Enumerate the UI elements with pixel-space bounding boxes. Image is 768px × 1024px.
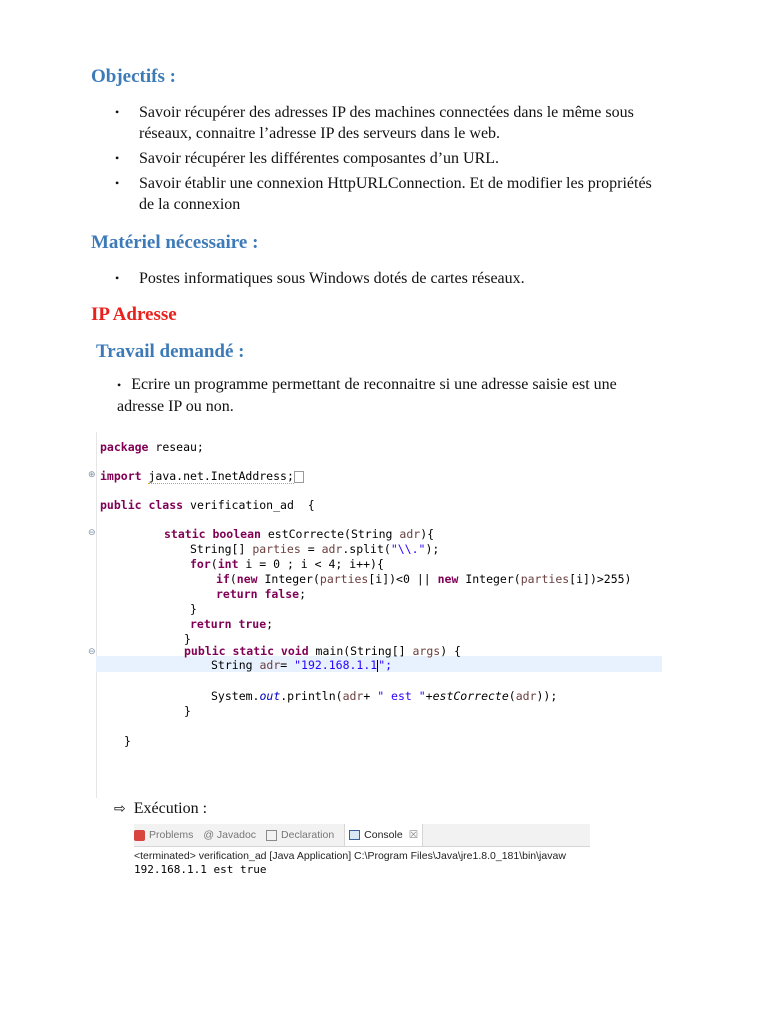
console-output: 192.168.1.1 est true [134,863,267,876]
tab-label: Problems [149,829,194,841]
section-title: IP Adresse [91,304,177,325]
tab-console[interactable] [344,824,423,846]
arrow-right-icon: ⇨ [114,801,126,817]
execution-label [114,800,207,818]
code-line-method: static boolean estCorrecte(String adr){ [164,527,435,541]
code-line-close: } [184,704,191,718]
tab-problems[interactable] [134,829,193,841]
code-line-for: for(int i = 0 ; i < 4; i++){ [190,557,384,571]
tab-declaration[interactable] [266,829,334,841]
code-line-close: } [124,734,131,748]
code-line-println: System.out.println(adr+ " est "+estCorrecte(adr)); [211,689,558,703]
console-icon [349,830,360,840]
code-editor [84,432,662,804]
view-tabs [134,824,590,847]
console-view [134,824,590,880]
editor-ruler [96,432,97,798]
list-item: • Postes informatiques sous Windows dotés de cartes réseaux. [115,268,655,289]
code-line-split: String[] parties = adr.split("\\."); [190,542,440,556]
list-item: • Savoir récupérer des adresses IP des machines connectées dans le même sous réseaux, connaitre l’adresse IP des serveurs dans le web. [115,102,655,144]
tab-label: @ Javadoc [203,829,257,841]
list-item: • Savoir établir une connexion HttpURLConnection. Et de modifier les propriétés de la connexion [115,173,655,215]
fold-icon[interactable]: ⊖ [88,647,96,657]
travail-text: Ecrire un programme permettant de reconnaitre si une adresse saisie est une adresse IP ou non. [117,376,617,415]
tab-label: Declaration [281,829,335,841]
tab-javadoc[interactable] [203,829,256,841]
tab-label: Console [364,829,403,841]
terminated-status: <terminated> verification_ad [Java Application] C:\Program Files\Java\jre1.8.0_181\bin\javaw [134,850,566,862]
code-line-string-adr[interactable]: String adr= "192.168.1.1"; [211,658,393,672]
code-line-class: public class verification_ad { [100,498,315,512]
objectifs-list [115,102,655,219]
declaration-icon [266,830,277,841]
list-item: • Savoir récupérer les différentes composantes d’un URL. [115,148,655,169]
code-line-return-true: return true; [190,617,274,631]
close-icon[interactable]: ☒ [408,829,419,841]
fold-icon[interactable]: ⊕ [88,470,96,480]
fold-icon[interactable]: ⊖ [88,528,96,538]
objectifs-heading: Objectifs : [91,66,176,87]
materiel-list [115,268,655,293]
execution-text: Exécution : [133,800,208,817]
code-line-import: import java.net.InetAddress; [100,469,304,484]
collapsed-import-icon[interactable] [294,471,304,483]
code-line-close: } [184,632,191,646]
code-line-main: public static void main(String[] args) { [184,644,461,658]
travail-item [117,374,657,418]
code-line-close: } [190,602,197,616]
materiel-heading: Matériel nécessaire : [91,232,259,253]
code-line-return-false: return false; [216,587,307,601]
problems-icon [134,830,145,841]
travail-heading: Travail demandé : [96,341,245,362]
code-line-package: package reseau; [100,440,204,454]
code-line-if: if(new Integer(parties[i])<0 || new Integer(parties[i])>255) [216,572,632,586]
bullet: • [117,378,122,392]
